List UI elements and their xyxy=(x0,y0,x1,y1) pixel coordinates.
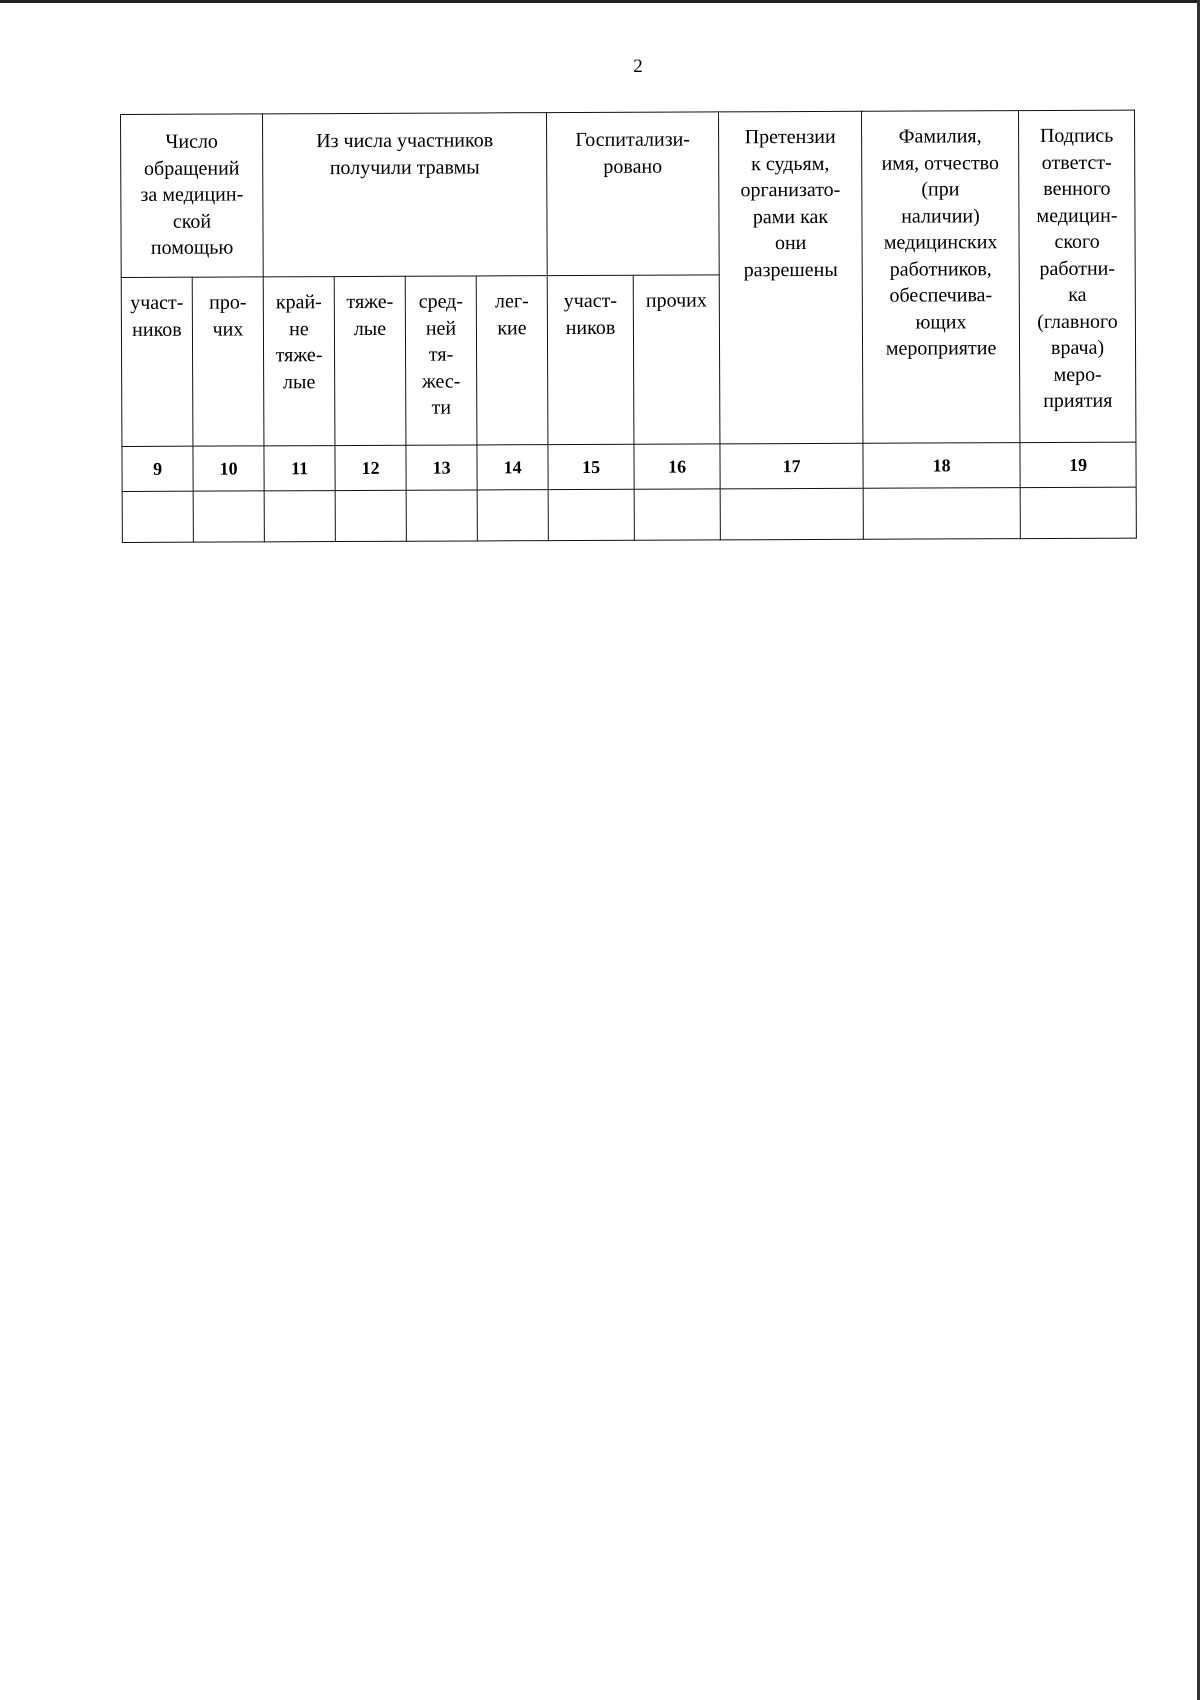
header-medical-staff: Фамилия, имя, отчество (при наличии) медицинских работников, обеспечива- ющих мероприятие xyxy=(862,111,1020,444)
scan-edge-top xyxy=(0,0,1200,3)
column-number: 9 xyxy=(122,446,193,491)
subheader-hosp-others: прочих xyxy=(633,275,720,444)
empty-cell xyxy=(406,490,477,541)
empty-cell xyxy=(264,491,335,542)
page-number: 2 xyxy=(633,56,643,77)
column-number: 16 xyxy=(634,444,720,489)
empty-cell xyxy=(863,488,1020,540)
empty-cell xyxy=(477,490,548,541)
header-injured-participants: Из числа участников получили травмы xyxy=(263,113,548,277)
header-appeals-count: Число обращений за медицин- ской помощью xyxy=(121,114,264,278)
column-number: 10 xyxy=(193,446,264,491)
header-signature: Подпись ответст- венного медицин- ского работни- ка (главного врача) меро- приятия xyxy=(1019,110,1136,443)
column-number: 15 xyxy=(548,444,634,489)
subheader-appeals-participants: участ- ников xyxy=(121,277,193,446)
empty-cell xyxy=(720,488,863,540)
column-number: 19 xyxy=(1020,442,1136,488)
empty-cell xyxy=(634,489,720,540)
empty-cell xyxy=(122,491,193,542)
subheader-hosp-participants: участ- ников xyxy=(547,275,634,444)
header-hospitalized: Госпитализи- ровано xyxy=(547,112,720,276)
column-number: 17 xyxy=(720,443,863,489)
empty-cell xyxy=(193,491,264,542)
column-number: 14 xyxy=(477,445,548,490)
medical-report-table xyxy=(120,110,1137,543)
empty-cell xyxy=(335,490,406,541)
subheader-injury-light: лег- кие xyxy=(476,276,548,445)
subheader-injury-severe: тяже- лые xyxy=(334,276,406,445)
subheader-injury-moderate: сред- ней тя- жес- ти xyxy=(405,276,477,445)
column-number: 18 xyxy=(863,443,1020,489)
column-number: 12 xyxy=(335,445,406,490)
column-number: 13 xyxy=(406,445,477,490)
empty-cell xyxy=(548,489,634,540)
empty-data-row xyxy=(122,487,1136,542)
header-claims: Претензии к судьям, организато- рами как они разрешены xyxy=(719,111,863,444)
subheader-appeals-others: про- чих xyxy=(192,277,264,446)
empty-cell xyxy=(1020,487,1136,539)
table-header-row xyxy=(121,110,1136,277)
subheader-injury-extreme: край- не тяже- лые xyxy=(263,277,335,446)
column-number-row xyxy=(122,442,1136,491)
column-number: 11 xyxy=(264,446,335,491)
